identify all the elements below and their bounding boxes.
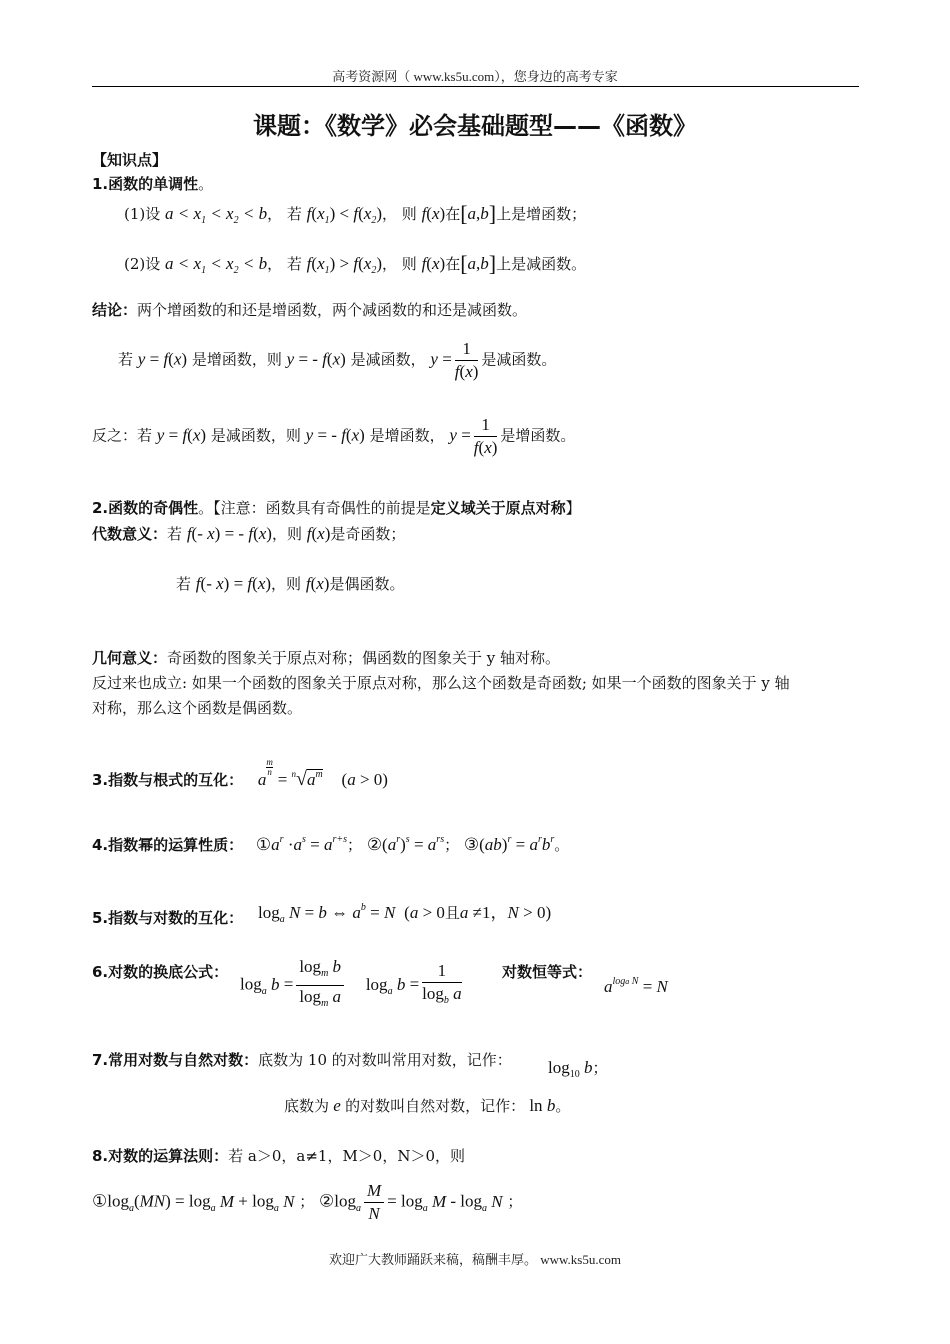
conclusion-line: 结论：两个增函数的和还是增函数，两个减函数的和还是减函数。 [92, 301, 528, 319]
knowledge-heading: 【知识点】 [92, 151, 168, 169]
section-7-line: 7.常用对数与自然对数：底数为 10 的对数叫常用对数，记作： [92, 1051, 512, 1069]
formula-ineq-1: $a < x_1 < x_2 < b$ [165, 204, 268, 226]
fraction-M-over-N: $\frac{M}{N}$ [364, 1180, 384, 1225]
section-5-heading: 5.指数与对数的互化： [92, 909, 244, 927]
decreasing-derived-rule: 反之：若 y = f(x) 是减函数，则 y = - f(x) 是增函数， y = $\frac{1}{f(x)}$ 是增函数。 [92, 415, 576, 457]
fraction-1-over-logba: $\frac{1}{\log_b a}$ [422, 960, 462, 1006]
odd-function-rule: 代数意义：若 f(- x) = - f(x)，则 f(x)是奇函数； [92, 524, 406, 543]
section-6-heading: 6.对数的换底公式： [92, 963, 229, 981]
fraction-1-over-fx: $\frac{1}{f(x)}$ [454, 339, 479, 381]
section-4-line: 4.指数幂的运算性质： $①a^r \cdot a^s = a^{r+s}$； $②(a^r)^s = a^{rs}$； ③(ab)$^r$ = $a^rb^r$。 [92, 834, 570, 854]
natural-log-line: 底数为 e 的对数叫自然对数，记作： ln b。 [284, 1096, 571, 1115]
log-identity-label: 对数恒等式： [502, 963, 593, 981]
log-rules-formulas: $①\log_a(MN) = \log_a M + \log_a N$ ； $②\log_a$ $\frac{M}{N}$ = $\log_a M - \log_a N$ ； [92, 1181, 523, 1223]
page-title: 课题：《数学》必会基础题型——《函数》 [253, 112, 697, 140]
log-exp-conversion-formula: $\log_a N = b$ ⇔ $a^b = N$ (a > 0且a ≠1，N > 0) [258, 902, 552, 925]
section-3-line: 3.指数与根式的互化： a $\frac{m}{n}$ = $^n√a^m$ (a > 0) [92, 757, 388, 790]
even-function-rule: 若 f(- x) = f(x)，则 f(x)是偶函数。 [176, 574, 405, 593]
converse-line-1: 反过来也成立: 如果一个函数的图象关于原点对称，那么这个函数是奇函数; 如果一个函数的图象关于 y 轴 [92, 674, 790, 692]
formula-f-ineq-1: f [306, 204, 312, 223]
geometric-meaning: 几何意义：奇函数的图象关于原点对称；偶函数的图象关于 y 轴对称。 [92, 649, 561, 667]
converse-line-2: 对称，那么这个函数是偶函数。 [92, 699, 303, 717]
monotonic-decreasing-rule: (2)设 $a < x_1 < x_2 < b$， 若 $f(x_1) > f(x_2)$， 则 f(x)在[a,b]上是减函数。 [124, 251, 587, 276]
section-8-line: 8.对数的运算法则：若 a＞0，a≠1，M＞0，N＞0，则 [92, 1147, 466, 1165]
fraction-logmb-over-logma: $\frac{\log_m b}{\log_m a}$ [296, 956, 344, 1015]
increasing-derived-rule: 若 y = f(x) 是增函数，则 y = - f(x) 是减函数， y = $\frac{1}{f(x)}$ 是减函数。 [118, 339, 557, 381]
log-identity-formula: $a^{loga N} = N$ [604, 976, 668, 996]
page-footer: 欢迎广大教师踊跃来稿，稿酬丰厚。 www.ks5u.com [328, 1252, 621, 1267]
monotonic-increasing-rule: (1)设 $a < x_1 < x_2 < b$， 若 $f(x_1) < f(x_2)$， 则 f(x)在[a,b]上是增函数； [124, 201, 587, 226]
section-2-heading: 2.函数的奇偶性。【注意：函数具有奇偶性的前提是定义域关于原点对称】 [92, 499, 581, 517]
formula-radical: a $\frac{m}{n}$ [257, 757, 273, 789]
page-header: 高考资源网（ www.ks5u.com），您身边的高考专家 [332, 69, 618, 84]
section-1-heading: 1.函数的单调性。 [92, 175, 214, 193]
header-divider [92, 86, 859, 87]
change-of-base-formulas: $\log_a b$ = $\frac{\log_m b}{\log_m a}$ $\log_a b$ = $\frac{1}{\log_b a}$ [240, 956, 465, 1015]
common-log-notation: $\log_{10} b$； [548, 1058, 608, 1080]
